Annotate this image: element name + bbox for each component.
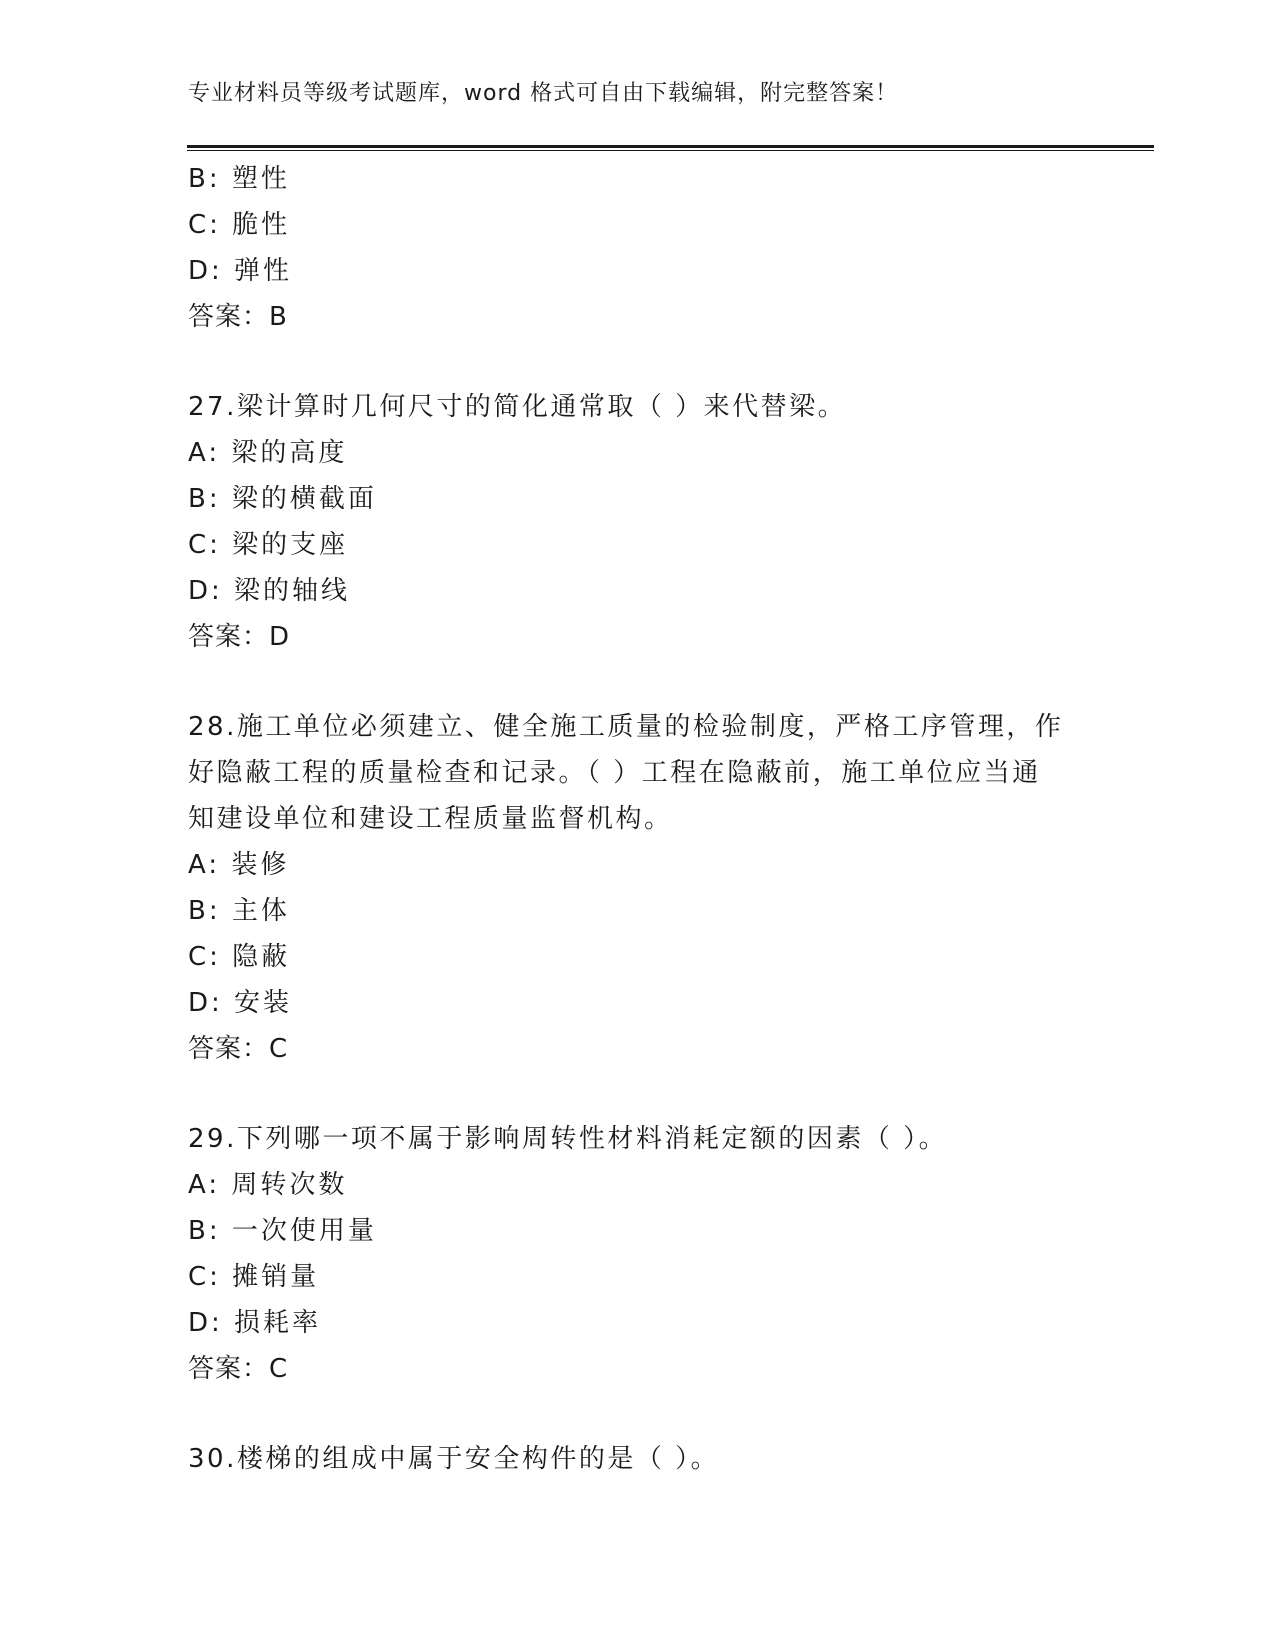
- option-c: C: 隐蔽: [188, 942, 291, 972]
- answer: 答案：D: [188, 622, 291, 652]
- question-stem: 27.梁计算时几何尺寸的简化通常取（ ）来代替梁。: [188, 392, 847, 422]
- option-b: B: 主体: [188, 896, 290, 926]
- option-b: B: 塑性: [188, 164, 290, 194]
- option-b: B: 一次使用量: [188, 1216, 377, 1246]
- question-stem: 30.楼梯的组成中属于安全构件的是（ ）。: [188, 1444, 720, 1474]
- option-c: C: 梁的支座: [188, 530, 349, 560]
- option-d: D: 梁的轴线: [188, 576, 351, 606]
- option-a: A: 周转次数: [188, 1170, 348, 1200]
- question-stem-line-2: 好隐蔽工程的质量检查和记录。（ ）工程在隐蔽前，施工单位应当通: [188, 758, 1041, 788]
- option-b: B: 梁的横截面: [188, 484, 377, 514]
- question-stem-line-1: 28.施工单位必须建立、健全施工质量的检验制度，严格工序管理，作: [188, 712, 1064, 742]
- answer: 答案：B: [188, 302, 288, 332]
- option-d: D: 损耗率: [188, 1308, 322, 1338]
- option-d: D: 安装: [188, 988, 293, 1018]
- question-stem: 29.下列哪一项不属于影响周转性材料消耗定额的因素（ ）。: [188, 1124, 948, 1154]
- option-c: C: 脆性: [188, 210, 291, 240]
- header-rule-thick: [187, 145, 1154, 148]
- question-26-continuation: [188, 156, 1088, 340]
- question-28: [188, 704, 1088, 1072]
- answer: 答案：C: [188, 1354, 289, 1384]
- question-29: [188, 1116, 1088, 1392]
- question-30: [188, 1436, 1088, 1482]
- question-27: [188, 384, 1088, 660]
- question-stem-line-3: 知建设单位和建设工程质量监督机构。: [188, 804, 673, 834]
- option-c: C: 摊销量: [188, 1262, 320, 1292]
- option-a: A: 梁的高度: [188, 438, 348, 468]
- question-list: [188, 156, 1088, 1482]
- option-a: A: 装修: [188, 850, 290, 880]
- page-header: 专业材料员等级考试题库，word 格式可自由下载编辑，附完整答案！: [188, 81, 899, 106]
- header-rule-thin: [187, 150, 1154, 151]
- option-d: D: 弹性: [188, 256, 293, 286]
- answer: 答案：C: [188, 1034, 289, 1064]
